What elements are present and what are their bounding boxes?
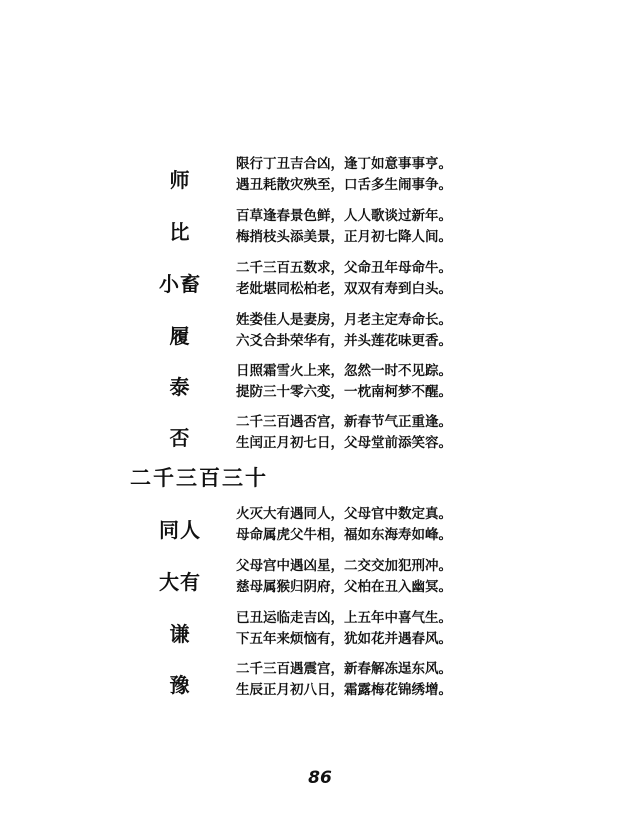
entry-lv	[0, 311, 640, 361]
verse-line-2: 六爻合卦荣华有，并头莲花味更香。	[236, 333, 452, 349]
verse-line-1: 姓娄佳人是妻房，月老主定寿命长。	[236, 312, 452, 328]
entry-shi	[0, 155, 640, 205]
entry-tongren	[0, 505, 640, 555]
entry-pi	[0, 413, 640, 463]
verse-line-2: 梅捎枝头添美景，正月初七降人间。	[236, 229, 452, 245]
verse-line-2: 生辰正月初八日，霜露梅花锦绣增。	[236, 682, 452, 698]
hexagram-name: 同人	[159, 518, 201, 542]
entry-xiaoxu	[0, 259, 640, 309]
hexagram-name: 否	[169, 426, 191, 450]
hexagram-name: 泰	[169, 375, 191, 399]
verse-line-2: 老妣堪同松柏老，双双有寿到白头。	[236, 281, 452, 297]
verse-line-1: 二千三百五数求，父命丑年母命牛。	[236, 260, 452, 276]
entry-qian	[0, 609, 640, 659]
entry-bi	[0, 207, 640, 257]
verse-line-2: 遇丑耗散灾殃至，口舌多生闹事争。	[236, 177, 452, 193]
section-heading: 二千三百三十	[130, 465, 268, 490]
hexagram-name: 小畜	[159, 272, 201, 296]
verse-line-1: 父母宫中遇凶星，二交交加犯刑冲。	[236, 558, 452, 574]
page-number: 86	[308, 768, 332, 788]
verse-line-1: 二千三百遇震宫，新春解冻逞东风。	[236, 661, 452, 677]
hexagram-name: 豫	[169, 673, 191, 697]
verse-line-2: 下五年来烦恼有，犹如花并遇春风。	[236, 631, 452, 647]
entry-dayou	[0, 557, 640, 607]
hexagram-name: 大有	[159, 570, 201, 594]
hexagram-name: 谦	[169, 622, 191, 646]
hexagram-name: 履	[169, 324, 191, 348]
entry-tai	[0, 362, 640, 412]
verse-line-1: 日照霜雪火上来，忽然一时不见踪。	[236, 363, 452, 379]
verse-line-1: 火灭大有遇同人，父母官中数定真。	[236, 506, 452, 522]
hexagram-name: 师	[169, 168, 191, 192]
verse-line-1: 百草逢春景色鲜，人人歌谈过新年。	[236, 208, 452, 224]
verse-line-2: 慈母属猴归阴府，父柏在丑入幽冥。	[236, 579, 452, 595]
verse-line-2: 母命属虎父牛相，福如东海寿如峰。	[236, 527, 452, 543]
verse-line-2: 提防三十零六变，一枕南柯梦不醒。	[236, 384, 452, 400]
verse-line-2: 生闰正月初七日，父母堂前添笑容。	[236, 435, 452, 451]
verse-line-1: 限行丁丑吉合凶，逢丁如意事事亨。	[236, 156, 452, 172]
verse-line-1: 已丑运临走吉凶，上五年中喜气生。	[236, 610, 452, 626]
hexagram-name: 比	[169, 220, 191, 244]
verse-line-1: 二千三百遇否宫，新春节气正重逢。	[236, 414, 452, 430]
entry-yu	[0, 660, 640, 710]
